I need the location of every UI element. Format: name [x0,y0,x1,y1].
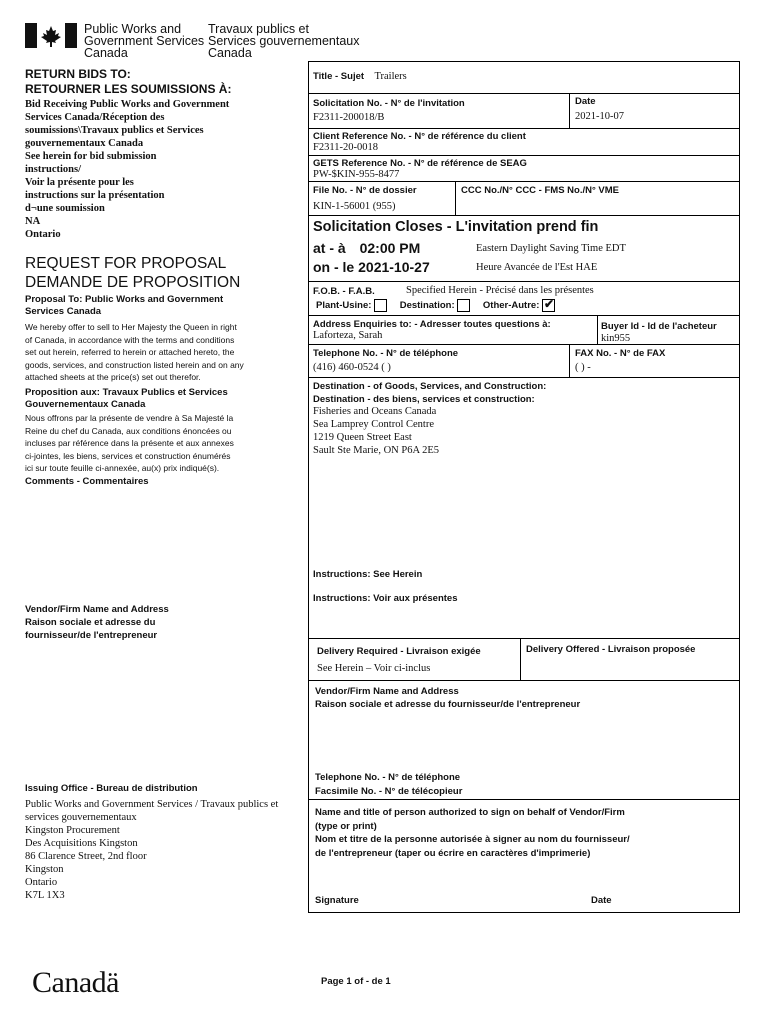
return-line: d¬une soumission [25,203,105,214]
auth-line: Nom et titre de la personne autorisée à signer au nom du fournisseur/ [315,834,630,845]
issuing-line: Des Acquisitions Kingston [25,838,138,849]
header-en-line3: Canada [84,46,128,60]
address-enquiries-label: Address Enquiries to: - Adresser toutes questions à: [313,319,551,330]
delivery-required-value: See Herein – Voir ci-inclus [317,663,431,674]
divider [308,281,740,282]
return-line: soumissions\Travaux publics et Services [25,125,204,136]
signature-label: Signature [315,895,359,906]
auth-line: (type or print) [315,820,377,832]
plant-checkbox[interactable] [374,299,387,312]
buyer-id-value: kin955 [601,333,631,344]
checkmark-icon: ✔ [544,297,555,311]
issuing-line: Kingston Procurement [25,825,120,836]
proposal-to-line1: Proposal To: Public Works and Government [25,294,224,305]
fax-label: FAX No. - N° de FAX [575,348,666,359]
vendor-left-line1: Vendor/Firm Name and Address [25,604,169,615]
issuing-line: K7L 1X3 [25,890,65,901]
delivery-required-label: Delivery Required - Livraison exigée [317,646,481,657]
at-label: at - à [313,240,346,256]
client-ref-label: Client Reference No. - N° de référence du client [313,131,526,142]
issuing-line: services gouvernementaux [25,812,137,823]
vendor-firm-label-right [315,685,580,711]
file-value: KIN-1-56001 (955) [313,201,396,212]
destination-label-fr: Destination - des biens, services et construction: [313,394,535,405]
divider [308,215,740,216]
vendor-right-line1: Vendor/Firm Name and Address [315,686,459,697]
proposition-line1: Proposition aux: Travaux Publics et Services [25,387,228,398]
header-en-line2: Government Services [84,34,205,48]
title-value: Trailers [374,71,407,82]
on-value: 2021-10-27 [358,259,430,275]
offer-fr-line: ici sur toute feuille ci-annexée, au(x) prix indiqué(s). [25,463,220,474]
issuing-line: Kingston [25,864,64,875]
title-label: Title - Sujet [313,71,365,82]
divider [597,315,598,344]
ccc-label: CCC No./N° CCC - FMS No./N° VME [461,185,620,196]
fob-label: F.O.B. - F.A.B. [313,286,375,297]
vendor-firm-label-left [25,603,169,642]
return-line: See herein for bid submission [25,151,157,162]
offer-en-line: attached sheets at the price(s) set out therefor. [25,372,201,383]
telephone-label: Telephone No. - N° de téléphone [313,348,459,359]
offer-en-line: goods, services, and construction listed herein and on any [25,359,244,370]
title-field [313,66,407,84]
delivery-offered-label: Delivery Offered - Livraison proposée [526,644,696,655]
destination-label-en: Destination - of Goods, Services, and Construction: [313,381,547,392]
proposition-aux [25,387,228,411]
instructions-en: Instructions: See Herein [313,569,423,580]
issuing-office-label: Issuing Office - Bureau de distribution [25,783,198,794]
gets-label: GETS Reference No. - N° de référence de SEAG [313,158,527,169]
issuing-line: Ontario [25,877,58,888]
buyer-id-label: Buyer Id - Id de l'acheteur [601,321,717,332]
telephone-value: (416) 460-0524 ( ) [313,362,391,373]
authorized-person-label [315,806,630,860]
return-line: NA [25,216,41,227]
header-fr-line3: Canada [208,46,252,60]
offer-en-line: of Canada, in accordance with the terms and conditions [25,334,235,345]
divider [308,799,740,800]
return-bids-en: RETURN BIDS TO: [25,67,131,81]
solicitation-value: F2311-200018/B [313,112,385,123]
rfp-en: REQUEST FOR PROPOSAL [25,255,227,272]
divider [455,181,456,215]
auth-line: de l'entrepreneur (taper ou écrire en caractères d'imprimerie) [315,847,591,859]
fax-value: ( ) - [575,362,591,373]
signature-date-label: Date [591,895,612,906]
return-line: gouvernementaux Canada [25,138,144,149]
return-line: Services Canada/Réception des [25,112,165,123]
government-flag-logo [25,23,77,48]
divider [569,93,570,128]
divider [308,377,740,378]
file-label: File No. - N° de dossier [313,185,417,196]
department-name-fr [208,23,359,59]
other-checkbox[interactable] [542,299,555,312]
return-line: Ontario [25,229,61,240]
other-label: Other-Autre: [482,300,540,312]
divider [308,155,740,156]
comments-label: Comments - Commentaires [25,476,149,487]
department-name-en [84,23,204,59]
solicitation-label: Solicitation No. - N° de l'invitation [313,98,465,109]
destination-line: Sault Ste Marie, ON P6A 2E5 [313,445,439,456]
canada-wordmark-logo: Canadä [32,966,119,999]
date-label: Date [575,96,596,107]
destination-line: 1219 Queen Street East [313,432,412,443]
divider [569,344,570,377]
vendor-facsimile-label: Facsimile No. - N° de télécopieur [315,786,463,797]
return-line: Bid Receiving Public Works and Government [25,99,230,110]
issuing-line: 86 Clarence Street, 2nd floor [25,851,147,862]
proposal-to [25,294,223,318]
return-bids-address [25,98,285,241]
timezone-en: Eastern Daylight Saving Time EDT [476,243,626,254]
offer-en-line: We hereby offer to sell to Her Majesty the Queen in right [25,322,237,332]
divider [308,181,740,182]
destination-line: Sea Lamprey Control Centre [313,419,435,430]
divider [308,680,740,681]
offer-text-fr [25,412,290,475]
plant-label: Plant-Usine: [316,300,372,312]
header-en-line1: Public Works and [84,22,182,36]
issuing-office-address [25,798,310,902]
divider [308,344,740,345]
auth-line: Name and title of person authorized to sign on behalf of Vendor/Firm [315,807,625,818]
vendor-right-line2: Raison sociale et adresse du fournisseur/de l'entrepreneur [315,699,581,710]
offer-fr-line: Nous offrons par la présente de vendre à Sa Majesté la [25,413,234,423]
proposal-to-line2: Services Canada [25,306,102,317]
divider [308,638,740,639]
return-line: instructions sur la présentation [25,190,165,201]
return-bids-heading [25,67,231,97]
return-line: Voir la présente pour les [25,177,134,188]
timezone-fr: Heure Avancée de l'Est HAE [476,262,598,273]
proposition-line2: Gouvernementaux Canada [25,399,146,410]
divider [308,93,740,94]
rfp-heading [25,254,240,292]
fob-value: Specified Herein - Précisé dans les présentes [406,285,594,296]
vendor-telephone-label: Telephone No. - N° de téléphone [315,772,461,783]
gets-value: PW-$KIN-955-8477 [313,169,400,180]
return-line: instructions/ [25,164,82,175]
destination-line: Fisheries and Oceans Canada [313,406,437,417]
divider [308,315,740,316]
closing-date [313,259,430,275]
instructions-fr: Instructions: Voir aux présentes [313,593,458,604]
destination-label: Destination: [399,300,455,312]
divider [520,638,521,680]
header-fr-line2: Services gouvernementaux [208,34,360,48]
issuing-line: Public Works and Government Services / Travaux publics et [25,799,279,810]
offer-text-en [25,321,290,384]
solicitation-closes-title: Solicitation Closes - L'invitation prend fin [313,219,599,235]
closing-time [313,240,420,256]
on-label: on - le [313,259,355,275]
destination-heading [313,380,546,406]
offer-fr-line: ci-jointes, les biens, services et construction énumérés [25,450,231,461]
offer-fr-line: Reine du chef du Canada, aux conditions énoncées ou [25,425,232,436]
at-value: 02:00 PM [359,240,421,256]
return-bids-fr: RETOURNER LES SOUMISSIONS À: [25,82,232,96]
offer-en-line: set out herein, referred to herein or attached hereto, the [25,347,235,358]
page-number: Page 1 of - de 1 [321,976,391,987]
destination-checkbox[interactable] [457,299,470,312]
offer-fr-line: incluses par référence dans la présente et aux annexes [25,438,234,449]
rfp-fr: DEMANDE DE PROPOSITION [25,274,241,291]
header-fr-line1: Travaux publics et [208,22,309,36]
vendor-left-line2: Raison sociale et adresse du [25,617,156,628]
address-enquiries-value: Laforteza, Sarah [313,330,383,341]
destination-address [313,405,439,457]
vendor-contact-labels [315,771,462,799]
divider [308,128,740,129]
date-value: 2021-10-07 [575,111,624,122]
vendor-left-line3: fournisseur/de l'entrepreneur [25,630,158,641]
fob-options [316,299,555,312]
client-ref-value: F2311-20-0018 [313,142,378,153]
